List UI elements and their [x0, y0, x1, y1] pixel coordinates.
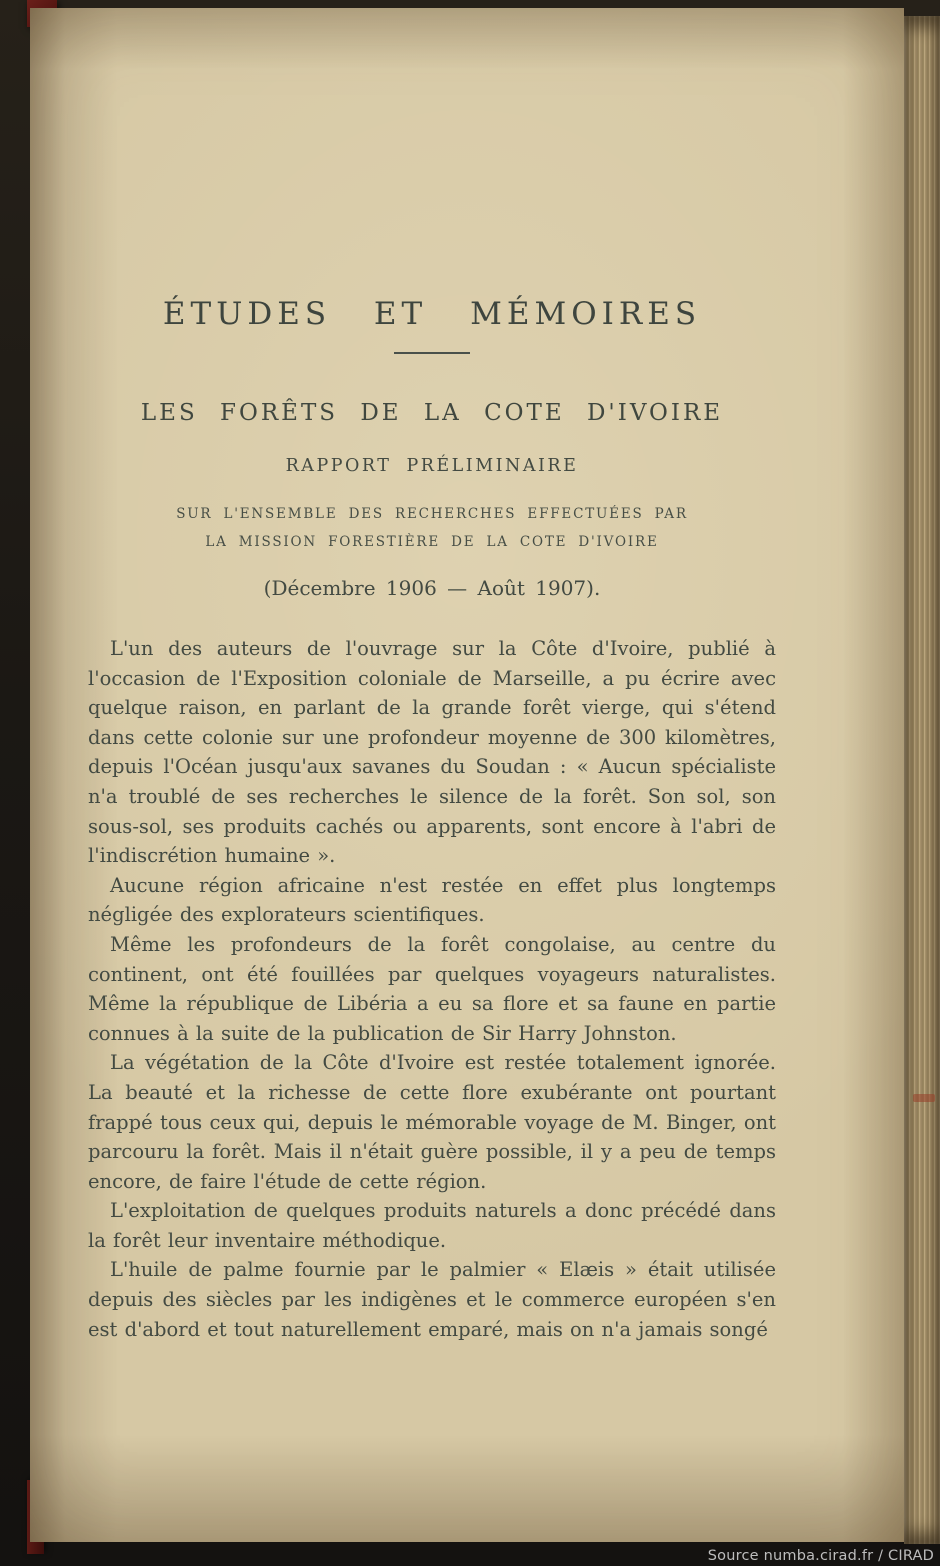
page-edges — [904, 16, 940, 1544]
title-divider — [394, 352, 470, 354]
source-credit: Source numba.cirad.fr / CIRAD — [707, 1548, 934, 1564]
paragraph: La végétation de la Côte d'Ivoire est restée totalement ignorée. La beauté et la richesse de cette flore exubérante ont pourtant frappé tous ceux qui, depuis le mémorable voyage de M. Binger, ont parcouru la forêt. Mais il n'était guère possible, il y a peu de temps encore, de faire l'étude de cette région. — [88, 1051, 776, 1193]
subtitle-detail-line-1: SUR L'ENSEMBLE DES RECHERCHES EFFECTUÉES PAR — [176, 506, 688, 522]
document-page — [30, 8, 904, 1542]
document-title: LES FORÊTS DE LA COTE D'IVOIRE — [140, 400, 724, 426]
date-line: (Décembre 1906 — Août 1907). — [263, 576, 601, 600]
paragraph: L'exploitation de quelques produits naturels a donc précédé dans la forêt leur inventaire méthodique. — [88, 1199, 776, 1252]
paragraph: L'un des auteurs de l'ouvrage sur la Côte d'Ivoire, publié à l'occasion de l'Exposition coloniale de Marseille, a pu écrire avec quelque raison, en parlant de la grande forêt vierge, qui s'étend dans cette colonie sur une profondeur moyenne de 300 kilomètres, depuis l'Océan jusqu'aux savanes du Soudan : « Aucun spécialiste n'a troublé de ses recherches le silence de la forêt. Son sol, son sous-sol, ses produits cachés ou apparents, sont encore à l'abri de l'indiscrétion humaine ». — [88, 637, 776, 868]
series-title: ÉTUDES ET MÉMOIRES — [162, 296, 702, 332]
edge-stain-mark — [913, 1094, 935, 1102]
body-text — [88, 634, 776, 1344]
document-subtitle: RAPPORT PRÉLIMINAIRE — [285, 456, 579, 476]
paragraph: Même les profondeurs de la forêt congolaise, au centre du continent, ont été fouillées par quelques voyageurs naturalistes. Même la république de Libéria a eu sa flore et sa faune en partie connues à la suite de la publication de Sir Harry Johnston. — [88, 932, 776, 1045]
paragraph: L'huile de palme fournie par le palmier « Elæis » était utilisée depuis des siècles par les indigènes et le commerce européen s'en est d'abord et tout naturellement emparé, mais on n'a jamais songé — [88, 1258, 776, 1341]
subtitle-detail-line-2: LA MISSION FORESTIÈRE DE LA COTE D'IVOIRE — [205, 534, 659, 550]
paragraph: Aucune région africaine n'est restée en effet plus longtemps négligée des explorateurs scientifiques. — [88, 873, 776, 927]
